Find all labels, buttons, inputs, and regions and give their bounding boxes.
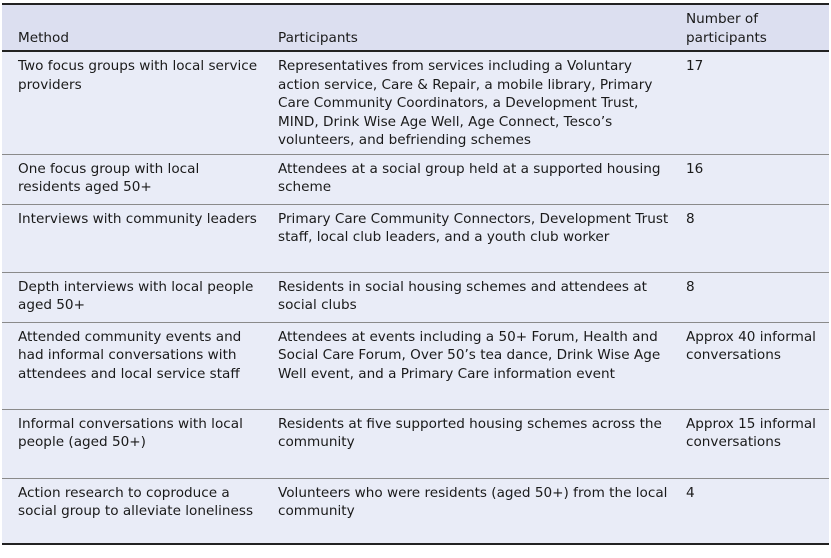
cell-participants: Residents in social housing schemes and attendees at social clubs (278, 278, 647, 313)
cell-participants: Representatives from services including a Voluntary action service, Care & Repair, a mobile library, Primary Care Community Coordinators, a Development Trust, MIND, Drink Wise Age Well, Age Connect, Tesco’s volunteers, and befriending schemes (278, 58, 653, 148)
cell-method: Two focus groups with local service providers (18, 58, 258, 93)
table-row (2, 478, 829, 544)
header-row (2, 4, 829, 51)
table-body (2, 51, 829, 544)
methods-table (2, 3, 829, 545)
table-row (2, 204, 829, 272)
cell-number: Approx 40 informal conversations (686, 328, 816, 363)
cell-number: 17 (686, 58, 704, 74)
methods-table-container (2, 3, 829, 545)
table-row (2, 272, 829, 322)
cell-method: Attended community events and had informal conversations with attendees and local service staff (18, 328, 242, 382)
cell-participants: Volunteers who were residents (aged 50+) from the local community (278, 484, 668, 519)
table-row (2, 322, 829, 409)
cell-participants: Residents at five supported housing schemes across the community (278, 415, 662, 450)
cell-number: 4 (686, 484, 695, 501)
table-row (2, 51, 829, 154)
header-method: Method (18, 29, 69, 46)
cell-method: Depth interviews with local people aged 50+ (18, 278, 254, 313)
cell-participants: Primary Care Community Connectors, Development Trust staff, local club leaders, and a youth club worker (278, 210, 669, 245)
cell-method: Informal conversations with local people (aged 50+) (18, 415, 243, 450)
table-header (2, 4, 829, 51)
header-participants: Participants (278, 29, 358, 46)
cell-number: 16 (686, 160, 704, 177)
cell-number: 8 (686, 278, 695, 295)
cell-participants: Attendees at a social group held at a supported housing scheme (278, 160, 661, 195)
cell-participants: Attendees at events including a 50+ Forum, Health and Social Care Forum, Over 50’s tea dance, Drink Wise Age Well event, and a Primary Care information event (278, 328, 661, 382)
cell-method: One focus group with local residents aged 50+ (18, 160, 200, 195)
header-number-of-participants: Number of participants (686, 11, 767, 46)
cell-method: Interviews with community leaders (18, 210, 257, 227)
table-row (2, 409, 829, 478)
table-row (2, 154, 829, 204)
cell-method: Action research to coproduce a social group to alleviate loneliness (18, 484, 254, 519)
cell-number: Approx 15 informal conversations (686, 415, 816, 450)
cell-number: 8 (686, 210, 695, 227)
